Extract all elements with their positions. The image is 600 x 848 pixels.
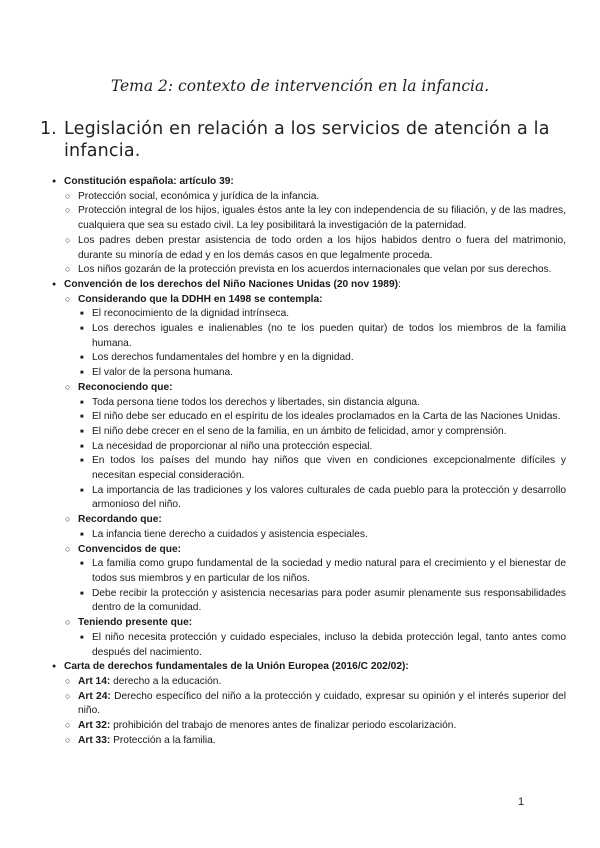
nested-list-item bbox=[78, 484, 566, 513]
nested-item-text: El niño debe crecer en el seno de la familia, en un ámbito de felicidad, amor y comprensión. bbox=[92, 425, 507, 437]
nested-item-text: Debe recibir la protección y asistencia necesarias para poder asumir plenamente sus responsabilidades dentro de la comunidad. bbox=[92, 587, 566, 614]
sub-item-text: Los padres deben prestar asistencia de todo orden a los hijos habidos dentro o fuera del matrimonio, durante su minoría de edad y en los demás casos en que legalmente proceda. bbox=[78, 234, 566, 261]
section-number: 1. bbox=[40, 119, 57, 139]
sub-list-item bbox=[64, 543, 566, 617]
sub-item-label: Teniendo presente que: bbox=[78, 617, 193, 629]
nested-list-item bbox=[78, 425, 566, 440]
nested-list bbox=[78, 528, 566, 543]
list-item bbox=[50, 175, 566, 278]
sub-list-item bbox=[64, 190, 566, 205]
nested-list-item bbox=[78, 587, 566, 616]
sub-item-text: Protección a la familia. bbox=[110, 734, 216, 746]
item-label: Constitución española: artículo 39: bbox=[64, 176, 234, 187]
sub-list-item bbox=[64, 234, 566, 263]
nested-list-item bbox=[78, 322, 566, 351]
nested-list-item bbox=[78, 440, 566, 455]
nested-list-item bbox=[78, 366, 566, 381]
document-body bbox=[50, 175, 566, 748]
sub-list-item bbox=[64, 381, 566, 513]
nested-list-item bbox=[78, 454, 566, 483]
nested-item-text: La infancia tiene derecho a cuidados y asistencia especiales. bbox=[92, 528, 368, 540]
sub-list-item bbox=[64, 204, 566, 233]
nested-list-item bbox=[78, 307, 566, 322]
nested-list-item bbox=[78, 351, 566, 366]
sub-list bbox=[64, 190, 566, 278]
list-item bbox=[50, 278, 566, 660]
nested-item-text: La familia como grupo fundamental de la sociedad y medio natural para el crecimiento y el bienestar de todos sus miembros y en particular de los niños. bbox=[92, 558, 566, 584]
nested-item-text: La necesidad de proporcionar al niño una protección especial. bbox=[92, 440, 373, 452]
nested-item-text: La importancia de las tradiciones y los valores culturales de cada pueblo para la protección y desarrollo armonioso del niño. bbox=[92, 484, 566, 511]
nested-list-item bbox=[78, 631, 566, 660]
sub-item-text: Protección integral de los hijos, iguales éstos ante la ley con independencia de su filiación, y de las madres, cualquiera que sea su estado civil. La ley posibilitará la investigación de la paternidad. bbox=[78, 205, 566, 232]
sub-item-label: Convencidos de que: bbox=[78, 543, 182, 555]
document-title: Tema 2: contexto de intervención en la infancia. bbox=[110, 77, 490, 95]
sub-item-label: Considerando que la DDHH en 1498 se contempla: bbox=[78, 293, 323, 305]
section-heading-text: Legislación en relación a los servicios de atención a la infancia. bbox=[64, 119, 550, 161]
nested-list-item bbox=[78, 528, 566, 543]
nested-list bbox=[78, 307, 566, 381]
sub-list-item bbox=[64, 263, 566, 278]
sub-list-item bbox=[64, 293, 566, 381]
nested-item-text: Toda persona tiene todos los derechos y libertades, sin distancia alguna. bbox=[92, 396, 420, 408]
list-item bbox=[50, 660, 566, 748]
top-level-list bbox=[50, 175, 566, 748]
sub-item-label: Art 14: bbox=[78, 675, 111, 687]
nested-list-item bbox=[78, 396, 566, 411]
nested-list bbox=[78, 557, 566, 616]
page-number: 1 bbox=[518, 796, 525, 808]
item-label: Convención de los derechos del Niño Naciones Unidas (20 nov 1989) bbox=[64, 278, 399, 290]
sub-item-label: Recordando que: bbox=[78, 514, 162, 526]
nested-item-text: El reconocimiento de la dignidad intrínseca. bbox=[92, 308, 290, 320]
nested-list-item bbox=[78, 557, 566, 586]
nested-item-text: El valor de la persona humana. bbox=[92, 367, 234, 379]
nested-list bbox=[78, 396, 566, 514]
sub-list-item bbox=[64, 690, 566, 719]
nested-item-text: Los derechos fundamentales del hombre y en la dignidad. bbox=[92, 352, 354, 364]
nested-item-text: Los derechos iguales e inalienables (no te los pueden quitar) de todos los miembros de la familia humana. bbox=[92, 323, 566, 349]
nested-item-text: En todos los países del mundo hay niños que viven en condiciones excepcionalmente difíciles y necesitan especial consideración. bbox=[92, 455, 566, 482]
section-heading bbox=[40, 118, 575, 162]
nested-item-text: El niño debe ser educado en el espíritu de los ideales proclamados en la Carta de las Naciones Unidas. bbox=[92, 411, 561, 423]
sub-list bbox=[64, 293, 566, 661]
item-text: : bbox=[398, 278, 401, 290]
sub-list-item bbox=[64, 513, 566, 542]
sub-list-item bbox=[64, 675, 566, 690]
item-label: Carta de derechos fundamentales de la Unión Europea (2016/C 202/02): bbox=[64, 661, 409, 673]
sub-item-label: Reconociendo que: bbox=[78, 381, 173, 393]
sub-list-item bbox=[64, 616, 566, 660]
sub-item-label: Art 32: bbox=[78, 720, 111, 732]
nested-list bbox=[78, 631, 566, 660]
nested-list-item bbox=[78, 410, 566, 425]
sub-item-text: prohibición del trabajo de menores antes de finalizar periodo escolarización. bbox=[110, 720, 457, 732]
sub-item-label: Art 33: bbox=[78, 734, 111, 746]
sub-item-text: Derecho específico del niño a la protección y cuidado, expresar su opinión y el interés superior del niño. bbox=[78, 690, 566, 717]
sub-item-text: Protección social, económica y jurídica de la infancia. bbox=[78, 190, 320, 202]
sub-list bbox=[64, 675, 566, 749]
sub-list-item bbox=[64, 734, 566, 749]
sub-item-text: derecho a la educación. bbox=[110, 675, 222, 687]
sub-item-text: Los niños gozarán de la protección prevista en los acuerdos internacionales que velan por sus derechos. bbox=[78, 264, 552, 276]
sub-item-label: Art 24: bbox=[78, 690, 111, 702]
nested-item-text: El niño necesita protección y cuidado especiales, incluso la debida protección legal, tanto antes como después del nacimiento. bbox=[92, 631, 566, 658]
sub-list-item bbox=[64, 719, 566, 734]
